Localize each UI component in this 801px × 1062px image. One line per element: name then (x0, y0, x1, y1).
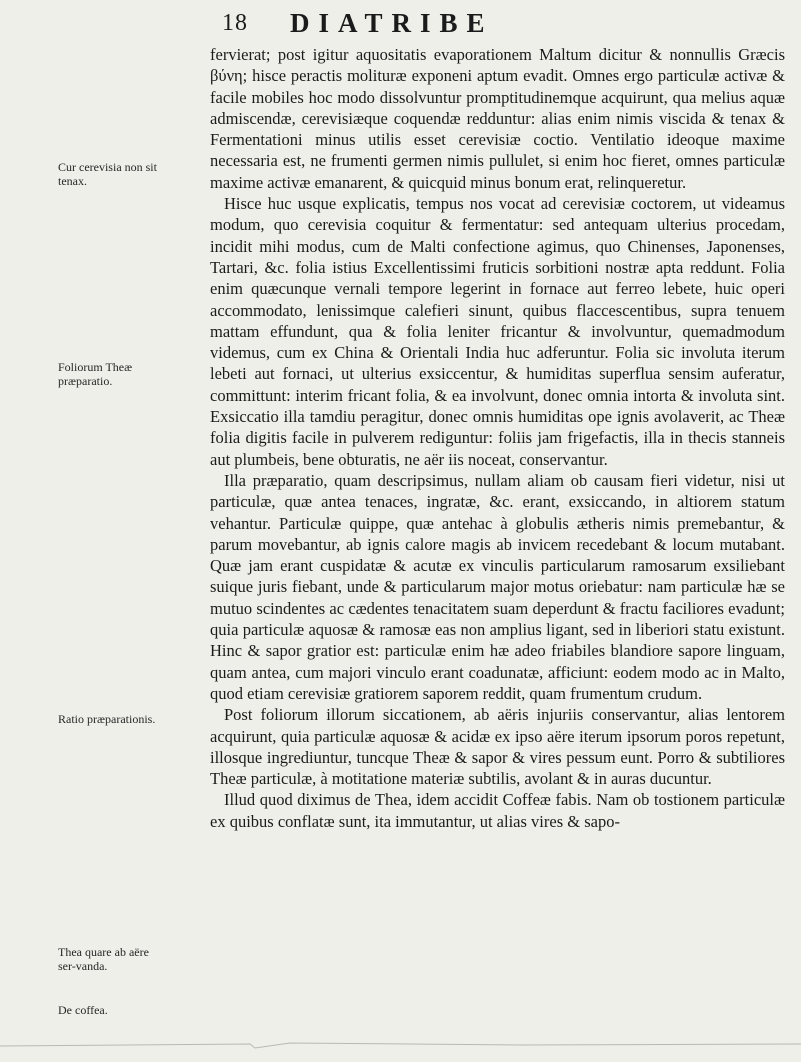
running-title: DIATRIBE (290, 8, 494, 38)
body-text (210, 44, 785, 832)
paragraph-malt: fervierat; post igitur aquositatis evaporationem Maltum dicitur & nonnullis Græcis βύνη; hisce peractis molituræ exponeni aptum evadit. Omnes ergo particulæ activæ & facile mobiles hoc modo dissolvuntur promptitudinemque acquirunt, qua melius aquæ admiscendæ, cerevisiæque coquendæ redduntur: alias enim nimis viscida & tenax & Fermentationi minus utilis esset cerevisiæ coctio. Ventilatio ideoque maxime necessaria est, ne frumenti germen nimis pullulet, si enim hoc fieret, omnes particulæ maxime activæ emanarent, & quicquid minus bonum erat, relinqueretur. (210, 45, 785, 192)
margin-note-thea: Thea quare ab aëre ser-vanda. (58, 945, 149, 973)
paragraph-reason: Illa præparatio, quam descripsimus, nullam aliam ob causam fieri videtur, nisi ut particulæ, quæ antea tenaces, ingratæ, &c. erant, exsiccando, in altiorem statum vehantur. Particulæ quippe, quæ antehac à globulis ætheris nimis premebantur, & parum movebantur, ab ignis calore magis ab invicem recedebant & locum mutabant. Quæ jam erant cuspidatæ & acutæ ex vinculis particularum ramosarum exsiliebant suique juris fiebant, unde & particularum major motus oriebatur: nam particulæ hæ se mutuo scindentes ac cædentes tenacitatem suam deperdunt & fractu faciliores evadunt; quia particulæ aquosæ & ramosæ eas non amplius ligant, sed in liberiori statu existunt. Hinc & sapor gratior est: particulæ enim hæ adeo friabiles blandiore sapore linguam, quam antea, cum majori vinculo erant coadunatæ, afficiunt: eodem modo ac in Malto, quod etiam cerevisiæ gratiorem saporem reddit, quam frumentum crudum. (210, 470, 785, 703)
paragraph-tea-preparation: Hisce huc usque explicatis, tempus nos vocat ad cerevisiæ coctorem, ut videamus modum, quo cerevisia coquitur & fermentatur: sed antequam ulterius procedam, incidit mihi modus, cum de Malti confectione agimus, quo Chinenses, Japonenses, Tartari, &c. folia istius Excellentissimi fruticis sorbitioni nostræ apta reddunt. Folia enim quæcunque vernali tempore legerint in fornace aut ferreo lebete, huic operi accommodato, lenissimque calefieri sinunt, quibus flaccescentibus, supra tenuem mattam effundunt, qua & folia leniter fricantur & involvuntur, quemadmodum videmus, cum ex China & Orientali India huc adferuntur. Folia sic involuta iterum lebeti aut fornaci, ut ulterius exsiccentur, & humiditas superflua sensim auferatur, committunt: interim fricant folia, & ea involvunt, donec omnia intorta & involuta sint. Exsiccatio illa tamdiu peragitur, donec omnis humiditas ope ignis avolaverit, ac Theæ folia digitis facile in pulverem rediguntur: foliis jam frigefactis, illa in thecis stanneis aut plumbeis, bene obturatis, ne aër iis noceat, conservantur. (210, 194, 785, 469)
margin-note-foliorum: Foliorum Theæ præparatio. (58, 360, 133, 388)
bottom-edge-rule (0, 1040, 801, 1062)
paragraph-tea-preservation: Post foliorum illorum siccationem, ab aëris injuriis conservantur, alias lentorem acquirunt, quia particulæ aquosæ & acidæ ex ipso aëre iterum ipsorum poros repetunt, illosque ingrediuntur, tuncque Theæ & sapor & vires pessum eunt. Porro & subtiliores Theæ particulæ, à motitatione materiæ subtilis, avolant & in auras ducuntur. (210, 705, 785, 789)
paragraph-coffee: Illud quod diximus de Thea, idem accidit Coffeæ fabis. Nam ob tostionem particulæ ex quibus conflatæ sunt, ita immutantur, ut alias vires & sapo- (210, 790, 785, 831)
margin-note-cerevisia: Cur cerevisia non sit tenax. (58, 160, 157, 188)
page-number: 18 (222, 10, 248, 36)
page-header (0, 6, 801, 46)
margin-note-ratio: Ratio præparationis. (58, 712, 156, 726)
margin-note-coffea: De coffea. (58, 1003, 108, 1017)
